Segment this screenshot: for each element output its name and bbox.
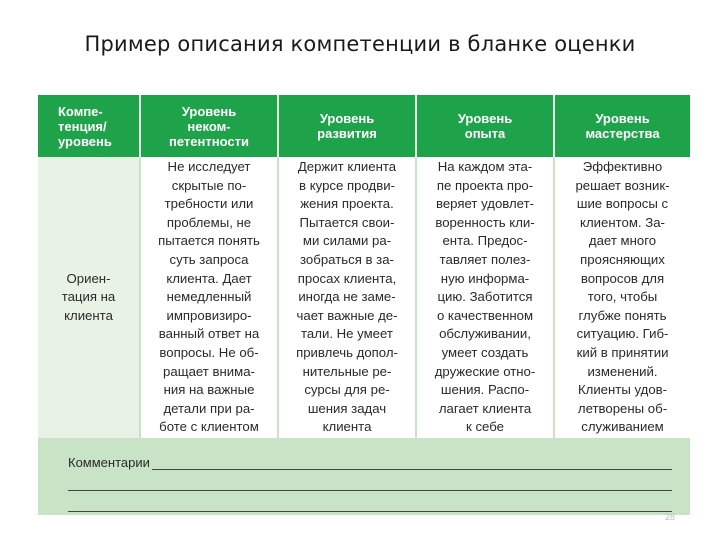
comments-line-1[interactable] xyxy=(152,455,672,470)
assessment-form xyxy=(38,95,690,522)
text-line: Клиенты удов- xyxy=(577,382,668,398)
cell-development xyxy=(278,157,416,438)
text-line: лагает клиента xyxy=(438,400,532,416)
text-line: мастерства xyxy=(585,126,660,141)
text-line: иногда не заме- xyxy=(298,289,396,305)
text-line: просах клиента, xyxy=(297,270,397,286)
text-line: в курсе продви- xyxy=(299,177,395,193)
header-competency xyxy=(38,95,140,157)
text-line: скрытые по- xyxy=(171,177,247,193)
text-line: шения задач xyxy=(307,400,387,416)
text-line: зобраться в за- xyxy=(300,252,394,268)
text-line: тация на xyxy=(61,289,116,305)
cell-experience xyxy=(416,157,554,438)
comments-line-3[interactable] xyxy=(68,491,672,512)
text-line: летворены об- xyxy=(577,400,668,416)
text-line: Не исследует xyxy=(167,159,251,175)
page-number: 28 xyxy=(665,512,676,522)
text-line: шения. Распо- xyxy=(440,382,530,398)
text-line: пе проекта про- xyxy=(436,177,534,193)
text-line: воренность кли- xyxy=(435,214,535,230)
text-line: Ориен- xyxy=(66,270,111,286)
text-line: умеет создать xyxy=(441,344,529,360)
text-line: ную информа- xyxy=(440,270,530,286)
text-line: Уровень xyxy=(457,111,513,126)
text-line: опыта xyxy=(464,126,506,141)
header-incompetence-level xyxy=(140,95,278,157)
text-line: Пытается свои- xyxy=(299,214,395,230)
text-line: клиента xyxy=(64,307,113,323)
text-line: тенция/ xyxy=(58,118,107,134)
text-line: цию. Заботится xyxy=(437,289,533,305)
text-line: сурсы для ре- xyxy=(304,382,390,398)
text-line: ния на важные xyxy=(163,382,255,398)
text-line: ванный ответ на xyxy=(158,326,260,342)
text-line: дает много xyxy=(588,233,657,249)
text-line: нительные ре- xyxy=(302,363,392,379)
text-line: Уровень xyxy=(595,111,650,126)
slide-title: Пример описания компетенции в бланке оценки xyxy=(84,32,636,56)
text-line: привлечь допол- xyxy=(296,344,398,360)
text-line: чает важные де- xyxy=(296,307,398,323)
cell-mastery xyxy=(554,157,690,438)
text-line: ми силами ра- xyxy=(302,233,392,249)
text-line: проблемы, не xyxy=(166,214,252,230)
text-line: жения проекта. xyxy=(300,196,394,212)
text-line: изменений. xyxy=(587,363,658,379)
text-line: служиванием xyxy=(581,419,664,435)
text-line: развития xyxy=(317,126,377,141)
text-line: вопросов для xyxy=(580,270,665,286)
text-line: глубже понять xyxy=(578,307,667,323)
comments-label: Комментарии xyxy=(68,455,150,470)
text-line: импровизиро- xyxy=(166,307,252,323)
text-line: Компе- xyxy=(58,103,103,119)
header-row xyxy=(38,95,690,157)
text-line: Эффективно xyxy=(582,159,663,175)
text-line: ситуацию. Гиб- xyxy=(576,326,669,342)
text-line: тали. Не умеет xyxy=(301,326,393,342)
text-line: На каждом эта- xyxy=(437,159,533,175)
text-line: суть запроса xyxy=(169,252,249,268)
text-line: вопросы. Не об- xyxy=(159,344,259,360)
text-line: шие вопросы с xyxy=(576,196,669,212)
text-line: Уровень xyxy=(319,111,375,126)
cell-incompetence xyxy=(140,157,278,438)
header-experience-level xyxy=(416,95,554,157)
text-line: проясняющих xyxy=(580,252,665,268)
competency-table xyxy=(38,95,690,438)
cell-competency-name xyxy=(38,157,140,438)
text-line: пытается понять xyxy=(158,233,260,249)
text-line: того, чтобы xyxy=(587,289,658,305)
text-line: уровень xyxy=(58,133,112,149)
table-row xyxy=(38,157,690,438)
text-line: клиента. Дает xyxy=(166,270,252,286)
text-line: петентности xyxy=(169,133,249,149)
header-mastery-level xyxy=(554,95,690,157)
text-line: о качественном xyxy=(436,307,534,323)
text-line: дружеские отно- xyxy=(434,363,536,379)
text-line: тавляет полез- xyxy=(439,252,531,268)
text-line: обслуживании, xyxy=(439,326,531,342)
text-line: требности или xyxy=(164,196,254,212)
text-line: немедленный xyxy=(166,289,252,305)
text-line: кий в принятии xyxy=(576,344,669,360)
text-line: к себе xyxy=(466,419,504,435)
text-line: клиентом. За- xyxy=(580,214,665,230)
text-line: Держит клиента xyxy=(297,159,397,175)
text-line: веряет удовлет- xyxy=(435,196,535,212)
text-line: решает возник- xyxy=(575,177,670,193)
comments-line-2[interactable] xyxy=(68,470,672,491)
text-line: клиента xyxy=(322,419,372,435)
text-line: ента. Предос- xyxy=(442,233,528,249)
header-development-level xyxy=(278,95,416,157)
text-line: Уровень xyxy=(181,103,237,119)
comments-section xyxy=(68,455,672,512)
text-line: боте с клиентом xyxy=(159,419,259,435)
text-line: детали при ра- xyxy=(163,400,255,416)
text-line: ращает внима- xyxy=(163,363,255,379)
text-line: неком- xyxy=(187,118,231,134)
